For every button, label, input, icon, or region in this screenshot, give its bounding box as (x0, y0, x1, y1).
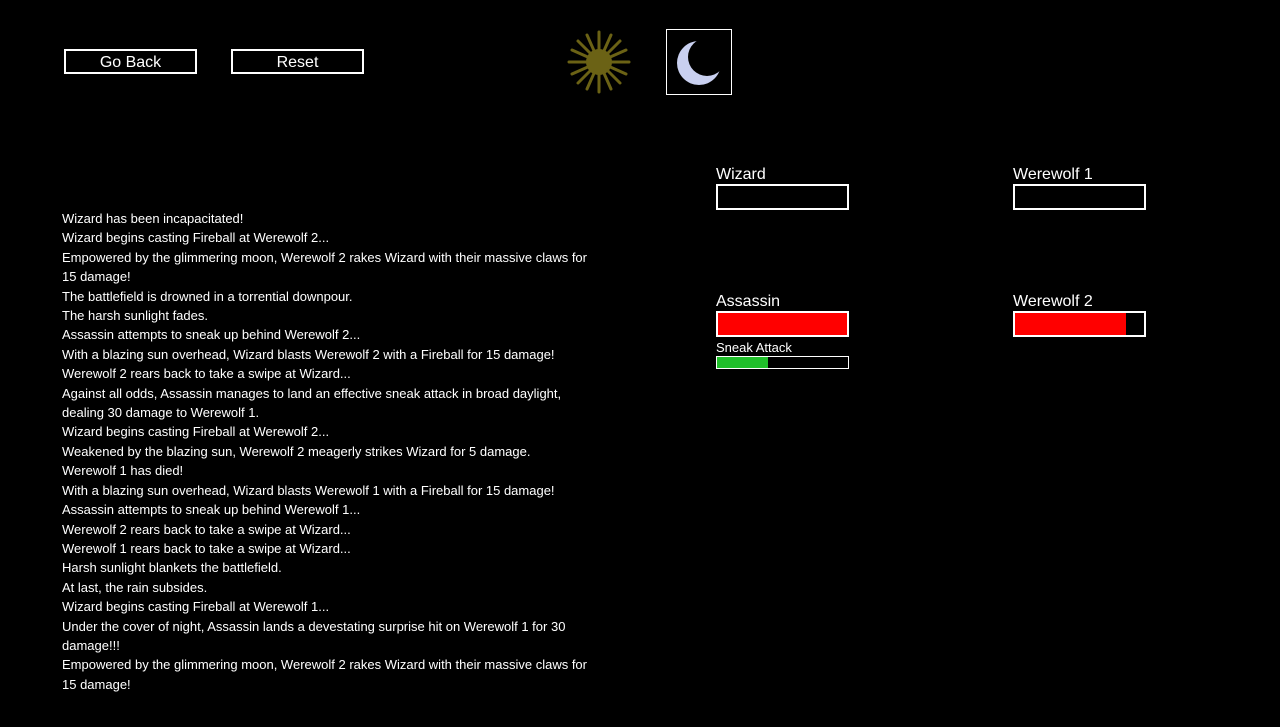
health-fill (718, 313, 847, 335)
log-line: The battlefield is drowned in a torrential downpour. (62, 288, 353, 304)
ability-fill (717, 357, 768, 368)
health-fill (1015, 313, 1126, 335)
log-line: Assassin attempts to sneak up behind Werewolf 1... (62, 502, 361, 518)
log-line: Werewolf 2 rears back to take a swipe at Wizard... (62, 521, 351, 537)
log-line: At last, the rain subsides. (62, 579, 208, 595)
log-line: Under the cover of night, Assassin lands a devestating surprise hit on Werewolf 1 for 30 damage!!! (62, 618, 566, 653)
log-line: Assassin attempts to sneak up behind Werewolf 2... (62, 327, 361, 343)
log-line: Empowered by the glimmering moon, Werewolf 2 rakes Wizard with their massive claws for 15 damage! (62, 249, 587, 285)
health-bar-wizard (716, 184, 849, 210)
ability-label-sneak-attack: Sneak Attack (716, 340, 792, 355)
crescent-moon-icon (667, 30, 731, 94)
log-line: Werewolf 2 rears back to take a swipe at Wizard... (62, 366, 351, 382)
health-bar-werewolf-2 (1013, 311, 1146, 337)
log-line: With a blazing sun overhead, Wizard blasts Werewolf 1 with a Fireball for 15 damage! (62, 482, 555, 498)
log-line: Weakened by the blazing sun, Werewolf 2 meagerly strikes Wizard for 5 damage. (62, 443, 531, 459)
log-line: The harsh sunlight fades. (62, 308, 208, 324)
reset-button[interactable]: Reset (231, 49, 364, 74)
log-line: Werewolf 1 has died! (62, 463, 184, 479)
health-bar-assassin (716, 311, 849, 337)
log-line: With a blazing sun overhead, Wizard blasts Werewolf 2 with a Fireball for 15 damage! (62, 346, 555, 362)
log-line: Wizard has been incapacitated! (62, 211, 244, 226)
unit-name-werewolf-1: Werewolf 1 (1013, 166, 1093, 183)
moon-toggle[interactable] (666, 29, 732, 95)
log-line: Against all odds, Assassin manages to land an effective sneak attack in broad daylight, dealing 30 damage to Werewolf 1. (62, 385, 562, 421)
health-bar-werewolf-1 (1013, 184, 1146, 210)
log-line: Empowered by the glimmering moon, Werewolf 2 rakes Wizard with their massive claws for 15 damage! (62, 657, 587, 692)
log-line: Wizard begins casting Fireball at Werewolf 1... (62, 599, 330, 615)
log-line: Wizard begins casting Fireball at Werewolf 2... (62, 230, 330, 246)
unit-name-wizard: Wizard (716, 166, 766, 183)
log-line: Harsh sunlight blankets the battlefield. (62, 560, 282, 576)
sun-icon[interactable] (566, 29, 632, 95)
unit-name-assassin: Assassin (716, 293, 781, 310)
battle-log (62, 209, 592, 694)
log-line: Werewolf 1 rears back to take a swipe at Wizard... (62, 540, 351, 556)
ability-bar-sneak-attack (716, 356, 849, 369)
unit-name-werewolf-2: Werewolf 2 (1013, 293, 1093, 310)
log-line: Wizard begins casting Fireball at Werewolf 2... (62, 424, 330, 440)
go-back-button[interactable]: Go Back (64, 49, 197, 74)
